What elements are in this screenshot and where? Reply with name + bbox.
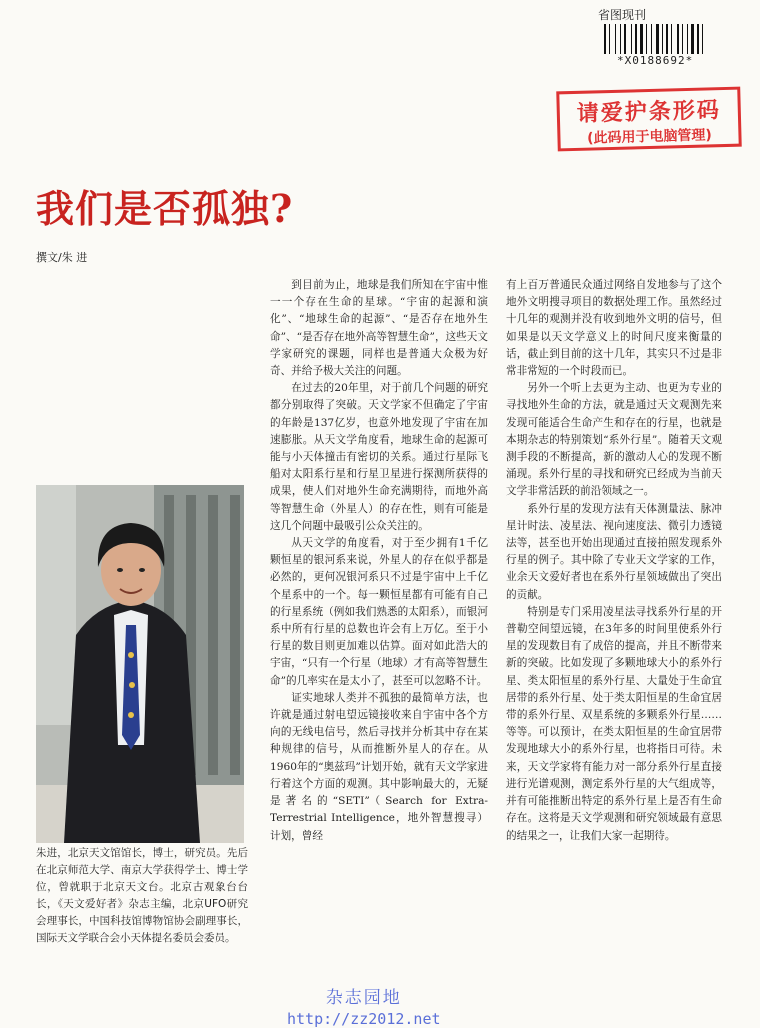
paragraph: 从天文学的角度看，对于至少拥有1千亿颗恒星的银河系来说，外星人的存在似乎都是必然的，更何况银河系只不过是宇宙中上千亿个星系中的一个。每一颗恒星都有可能有自己的行星系统（例如我们熟悉的太阳系），而银河系中所有行星的总数也许会有上万亿。至于小行星的数目则更加难以估算。面对如此浩大的宇宙，“只有一个行星（地球）才有高等智慧生命”的几率实在是太小了，甚至可以忽略不计。: [270, 537, 488, 687]
photo-caption: 朱进，北京天文馆馆长，博士，研究员。先后在北京师范大学、南京大学获得学士、博士学位，曾就职于北京天文台。北京古观象台台长，《天文爱好者》杂志主编，北京UFO研究会理事长，中国科技馆博物馆协会副理事长，国际天文学联合会小天体提名委员会委员。: [36, 847, 248, 944]
paragraph-continued: 有上百万普通民众通过网络自发地参与了这个地外文明搜寻项目的数据处理工作。虽然经过十几年的观测并没有收到地外文明的信号，但如果是以天文学意义上的时间尺度来衡量的话，截止到目前的这十几年，其实只不过是非常非常短的一个时段而已。: [506, 279, 722, 378]
byline: 撰文/朱 进: [36, 251, 88, 264]
barcode-notice-stamp: [556, 87, 742, 152]
article-column-2: [506, 277, 722, 845]
stamp-line-2: (此码用于电脑管理): [586, 127, 713, 147]
paragraph: 在过去的20年里，对于前几个问题的研究都分别取得了突破。天文学家不但确定了宇宙的年龄是137亿岁，也意外地发现了宇宙在加速膨胀。从天文学角度看，地球生命的起源可能与小天体撞击有密切的关系。通过行星际飞船对太阳系行星和行星卫星进行探测所获得的成果，使人们对地外生命充满期待，而地外高等智慧生命（外星人）的存在性，则有可能是这几个问题中最吸引公众关注的。: [270, 382, 488, 532]
watermark-url: http://zz2012.net: [287, 1010, 441, 1028]
barcode-number: *X0188692*: [617, 54, 694, 67]
watermark-name: 杂志园地: [325, 988, 402, 1008]
paragraph: 系外行星的发现方法有天体测量法、脉冲星计时法、凌星法、视向速度法、微引力透镜法等，甚至也开始出现通过直接拍照发现系外行星的例子。其中除了专业天文学家的工作，业余天文爱好者也在系外行星领域做出了突出的贡献。: [506, 502, 722, 601]
stamp-line-1: 请爱护条形码: [576, 98, 722, 127]
article-title: 我们是否孤独?: [36, 186, 294, 231]
site-watermark: [287, 983, 441, 1028]
library-tag: 省图现刊: [598, 8, 647, 22]
barcode: [604, 24, 722, 54]
paragraph: 特别是专门采用凌星法寻找系外行星的开普勒空间望远镜，在3年多的时间里使系外行星的发现数目有了成倍的提高，并且不断带来新的突破。比如发现了多颗地球大小的系外行星、类太阳恒星的系外行星、大量处于生命宜居带的系外行星、处于类太阳恒星的生命宜居带的系外行星、双星系统的多颗系外行星……等等。可以预计，在类太阳恒星的生命宜居带发现地球大小的系外行星，也将指日可待。未来，天文学家将有能力对一部分系外行星直接进行光谱观测，测定系外行星的大气组成等，并有可能推断出特定的系外行星上是否有生命存在。这将是天文学观测和研究领域最有意思的结果之一，让我们大家一起期待。: [506, 605, 722, 842]
paragraph: 到目前为止，地球是我们所知在宇宙中惟一一个存在生命的星球。“宇宙的起源和演化”、“地球生命的起源”、“是否存在地外生命”、“是否存在地外高等智慧生命”，这些天文学家研究的课题，同样也是普通大众极为好奇、并给予极大关注的问题。: [270, 279, 488, 378]
paragraph: 证实地球人类并不孤独的最简单方法，也许就是通过射电望远镜接收来自宇宙中各个方向的无线电信号，然后寻找并分析其中存在某种规律的信号，从而推断外星人的存在。从1960年的“奥兹玛”计划开始，就有天文学家进行着这个方面的观测。其中影响最大的，无疑是著名的“SETI”（Search for Extra-Terrestrial Intelligence，地外智慧搜寻）计划，曾经: [270, 691, 488, 842]
author-photo: [36, 485, 244, 843]
article-column-1: [270, 277, 488, 845]
author-portrait-image: [36, 485, 244, 843]
paragraph: 另外一个听上去更为主动、也更为专业的寻找地外生命的方法，就是通过天文观测先来发现可能适合生命产生和存在的行星，也就是本期杂志的特别策划“系外行星”。随着天文观测手段的不断提高，新的激动人心的发现不断涌现。系外行星的寻找和研究已经成为当前天文学非常活跃的前沿领域之一。: [506, 382, 722, 498]
